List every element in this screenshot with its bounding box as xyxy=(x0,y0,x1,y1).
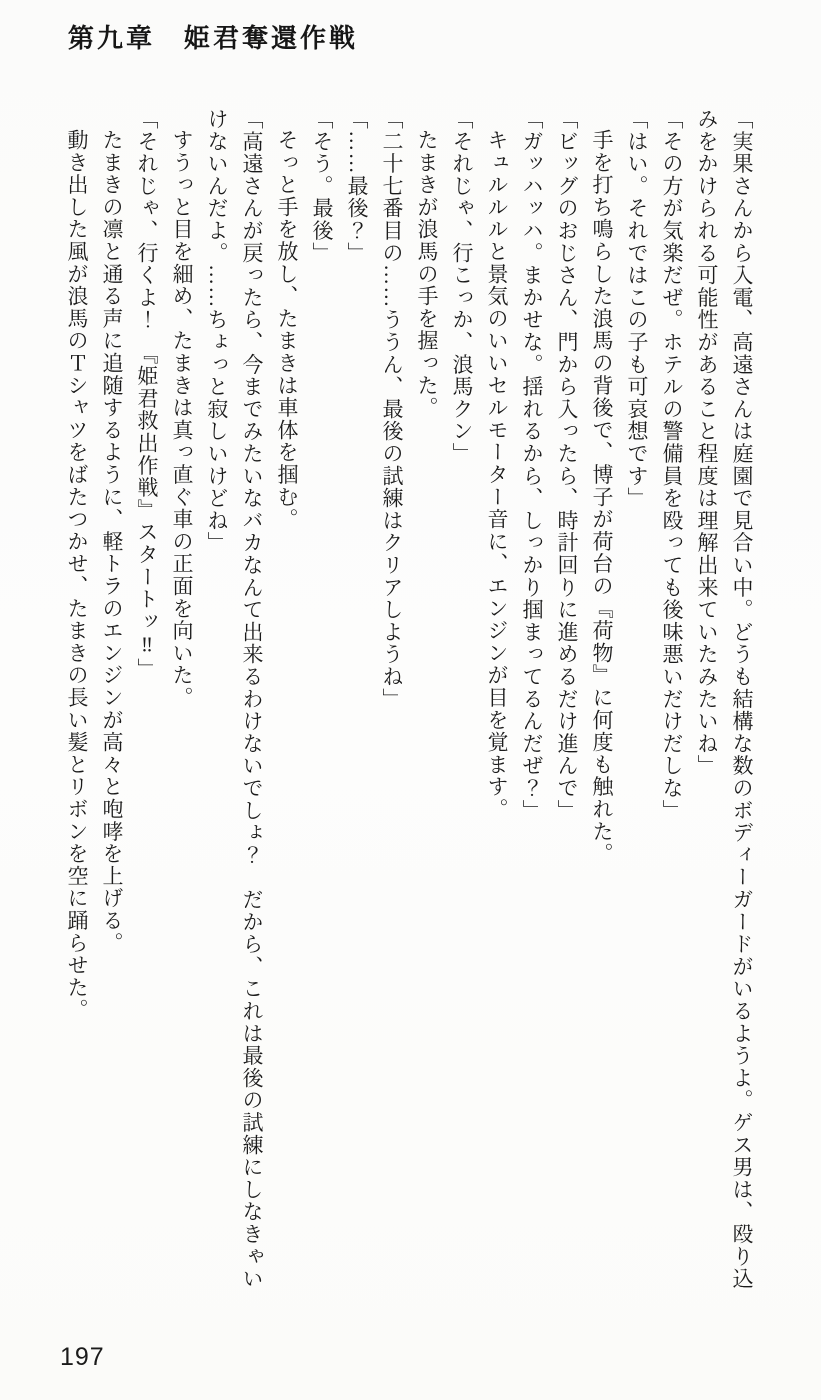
paragraph: たまきが浪馬の手を握った。 xyxy=(415,129,439,419)
paragraph: すうっと目を細め、たまきは真っ直ぐ車の正面を向いた。 xyxy=(170,129,194,709)
paragraph: 「それじゃ、行こっか、浪馬クン」 xyxy=(450,108,474,465)
novel-text-block xyxy=(57,108,759,1294)
paragraph: 「ビッグのおじさん、門から入ったら、時計回りに進めるだけ進んで」 xyxy=(555,108,579,822)
paragraph: 動き出した風が浪馬のＴシャツをばたつかせ、たまきの長い髪とリボンを空に踊らせた。 xyxy=(65,129,89,1021)
paragraph: 「……最後？」 xyxy=(345,108,369,265)
paragraph: 「高遠さんが戻ったら、今までみたいなバカなんて出来るわけないでしょ？ だから、これは最後の試練にしなきゃいけないんだよ。……ちょっと寂しいけどね」 xyxy=(205,108,264,1290)
paragraph: そっと手を放し、たまきは車体を掴む。 xyxy=(275,129,299,531)
paragraph: キュルルルと景気のいいセルモーター音に、エンジンが目を覚ます。 xyxy=(485,129,509,821)
paragraph: たまきの凛と通る声に追随するように、軽トラのエンジンが高々と咆哮を上げる。 xyxy=(100,129,124,955)
paragraph: 「実果さんから入電、高遠さんは庭園で見合い中。どうも結構な数のボディーガードがいるようよ。ゲス男は、殴り込みをかけられる可能性があること程度は理解出来ていたみたいね」 xyxy=(695,108,754,1290)
paragraph: 「それじゃ、行くよ！ 『姫君救出作戦』スタートッ‼」 xyxy=(135,108,159,681)
paragraph: 「そう。最後」 xyxy=(310,108,334,265)
chapter-title: 第九章 姫君奪還作戦 xyxy=(68,24,359,53)
paragraph: 「二十七番目の……ううん、最後の試練はクリアしようね」 xyxy=(380,108,404,711)
paragraph: 「ガッハッハ。まかせな。揺れるから、しっかり掴まってるんだぜ？」 xyxy=(520,108,544,822)
page-number: 197 xyxy=(60,1343,105,1371)
paragraph: 手を打ち鳴らした浪馬の背後で、博子が荷台の『荷物』に何度も触れた。 xyxy=(590,129,614,865)
paragraph: 「はい。それではこの子も可哀想です」 xyxy=(625,108,649,510)
paragraph: 「その方が気楽だぜ。ホテルの警備員を殴っても後味悪いだけだしな」 xyxy=(660,108,684,822)
